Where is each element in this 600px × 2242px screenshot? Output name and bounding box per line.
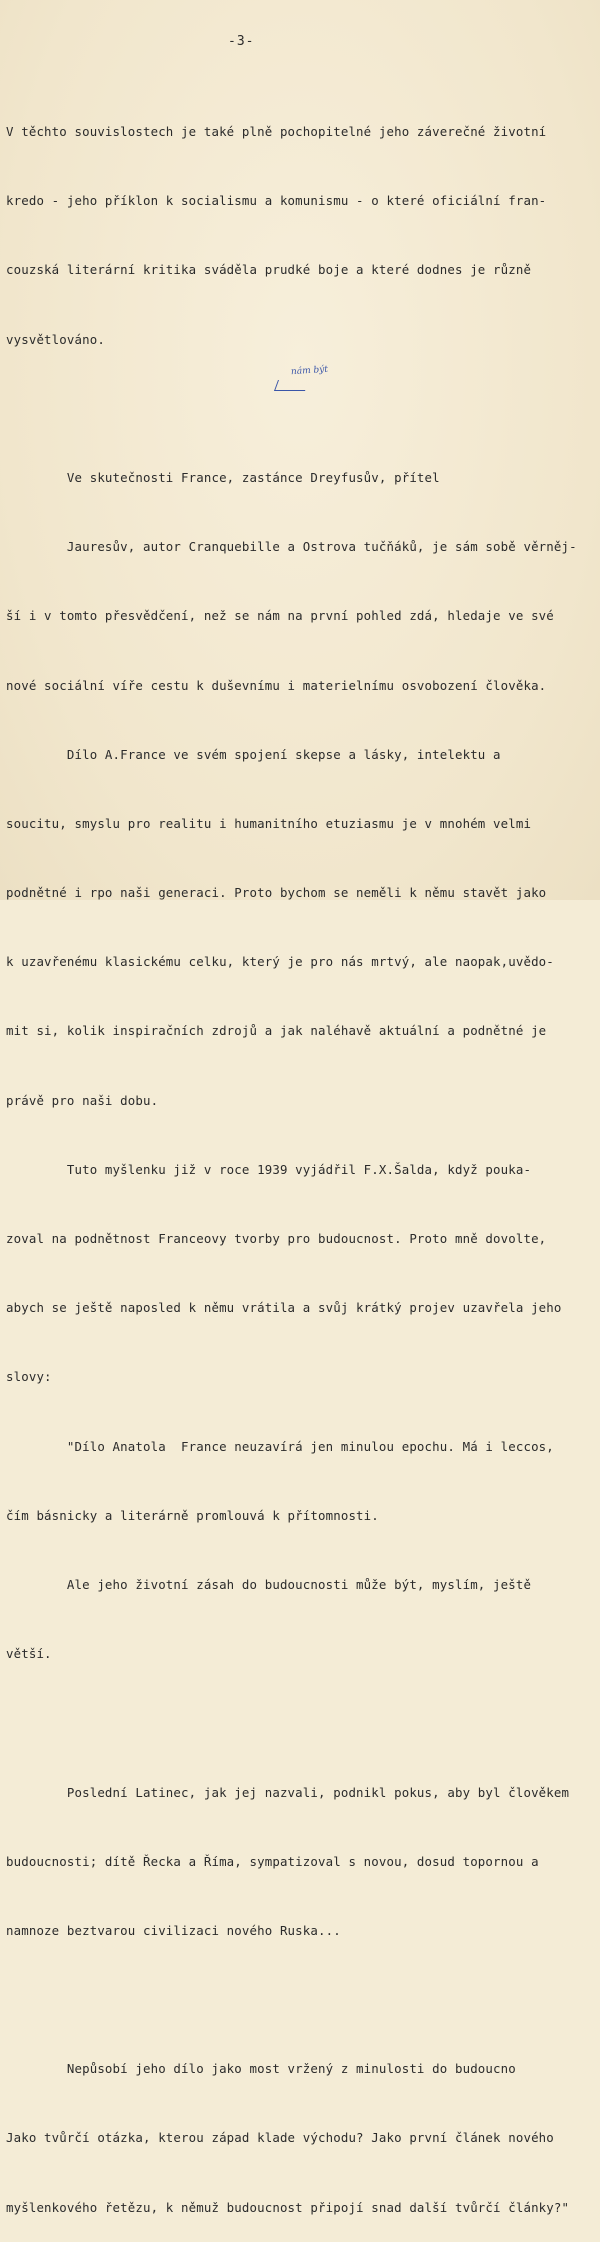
handwritten-correction: nám být bbox=[290, 364, 329, 378]
text-line bbox=[6, 1711, 600, 1734]
text-line bbox=[6, 1988, 600, 2011]
text-line: Ve skutečnosti France, zastánce Dreyfusův, přítel bbox=[6, 469, 448, 485]
text-line: Dílo A.France ve svém spojení skepse a lásky, intelektu a bbox=[6, 746, 501, 762]
text-line: mit si, kolik inspiračních zdrojů a jak naléhavě aktuální a podnětné je bbox=[6, 1023, 547, 1039]
text-line: Jauresův, autor Cranquebille a Ostrova tučňáků, je sám sobě věrněj- bbox=[6, 539, 577, 555]
text-line: ší i v tomto přesvědčení, než se nám na první pohled zdá, hledaje ve své bbox=[6, 608, 554, 624]
text-line: couzská literární kritika sváděla prudké boje a které dodnes je různě bbox=[6, 262, 532, 278]
text-line: Tuto myšlenku již v roce 1939 vyjádřil F.X.Šalda, když pouka- bbox=[6, 1161, 532, 1177]
text-line: V těchto souvislostech je také plně pochopitelné jeho záverečné životní bbox=[6, 124, 547, 139]
page-number: -3- bbox=[228, 34, 255, 49]
text-line: podnětné i rpo naši generaci. Proto bychom se neměli k němu stavět jako bbox=[6, 885, 547, 901]
text-line: Poslední Latinec, jak jej nazvali, podnikl pokus, aby byl člověkem bbox=[6, 1784, 570, 1800]
text-line: namnoze beztvarou civilizaci nového Ruska... bbox=[6, 1922, 341, 1938]
text-line: myšlenkového řetězu, k němuž budoucnost připojí snad další tvůrčí články?" bbox=[6, 2199, 570, 2215]
text-line: nové sociální víře cestu k duševnímu i materielnímu osvobození člověka. bbox=[6, 677, 547, 693]
text-line: čím básnicky a literárně promlouvá k přítomnosti. bbox=[6, 1507, 379, 1523]
handwritten-insertion-mark bbox=[274, 380, 309, 391]
text-line: zoval na podnětnost Franceovy tvorby pro budoucnost. Proto mně dovolte, bbox=[6, 1231, 547, 1246]
text-line: vysvětlováno. bbox=[6, 331, 105, 347]
text-line: budoucnosti; dítě Řecka a Říma, sympatizoval s novou, dosud topornou a bbox=[6, 1853, 539, 1869]
text-line: Jako tvůrčí otázka, kterou západ klade východu? Jako první článek nového bbox=[6, 2130, 554, 2146]
text-line: soucitu, smyslu pro realitu i humanitního etuziasmu je v mnohém velmi bbox=[6, 815, 532, 831]
text-line: právě pro naši dobu. bbox=[6, 1092, 159, 1108]
text-line: Ale jeho životní zásah do budoucnosti může být, myslím, ještě bbox=[6, 1576, 532, 1592]
typed-text-block bbox=[6, 74, 600, 2242]
text-line: větší. bbox=[6, 1646, 52, 1662]
text-line: abych se ještě naposled k němu vrátila a svůj krátký projev uzavřela jeho bbox=[6, 1300, 562, 1316]
text-line: slovy: bbox=[6, 1369, 52, 1385]
text-line: k uzavřenému klasickému celku, který je pro nás mrtvý, ale naopak,uvědo- bbox=[6, 954, 554, 970]
text-line bbox=[6, 397, 600, 420]
text-line: Nepůsobí jeho dílo jako most vržený z minulosti do budoucno bbox=[6, 2061, 516, 2077]
text-line: "Dílo Anatola France neuzavírá jen minulou epochu. Má i leccos, bbox=[6, 1438, 554, 1454]
text-line: kredo - jeho příklon k socialismu a komunismu - o které oficiální fran- bbox=[6, 193, 547, 209]
